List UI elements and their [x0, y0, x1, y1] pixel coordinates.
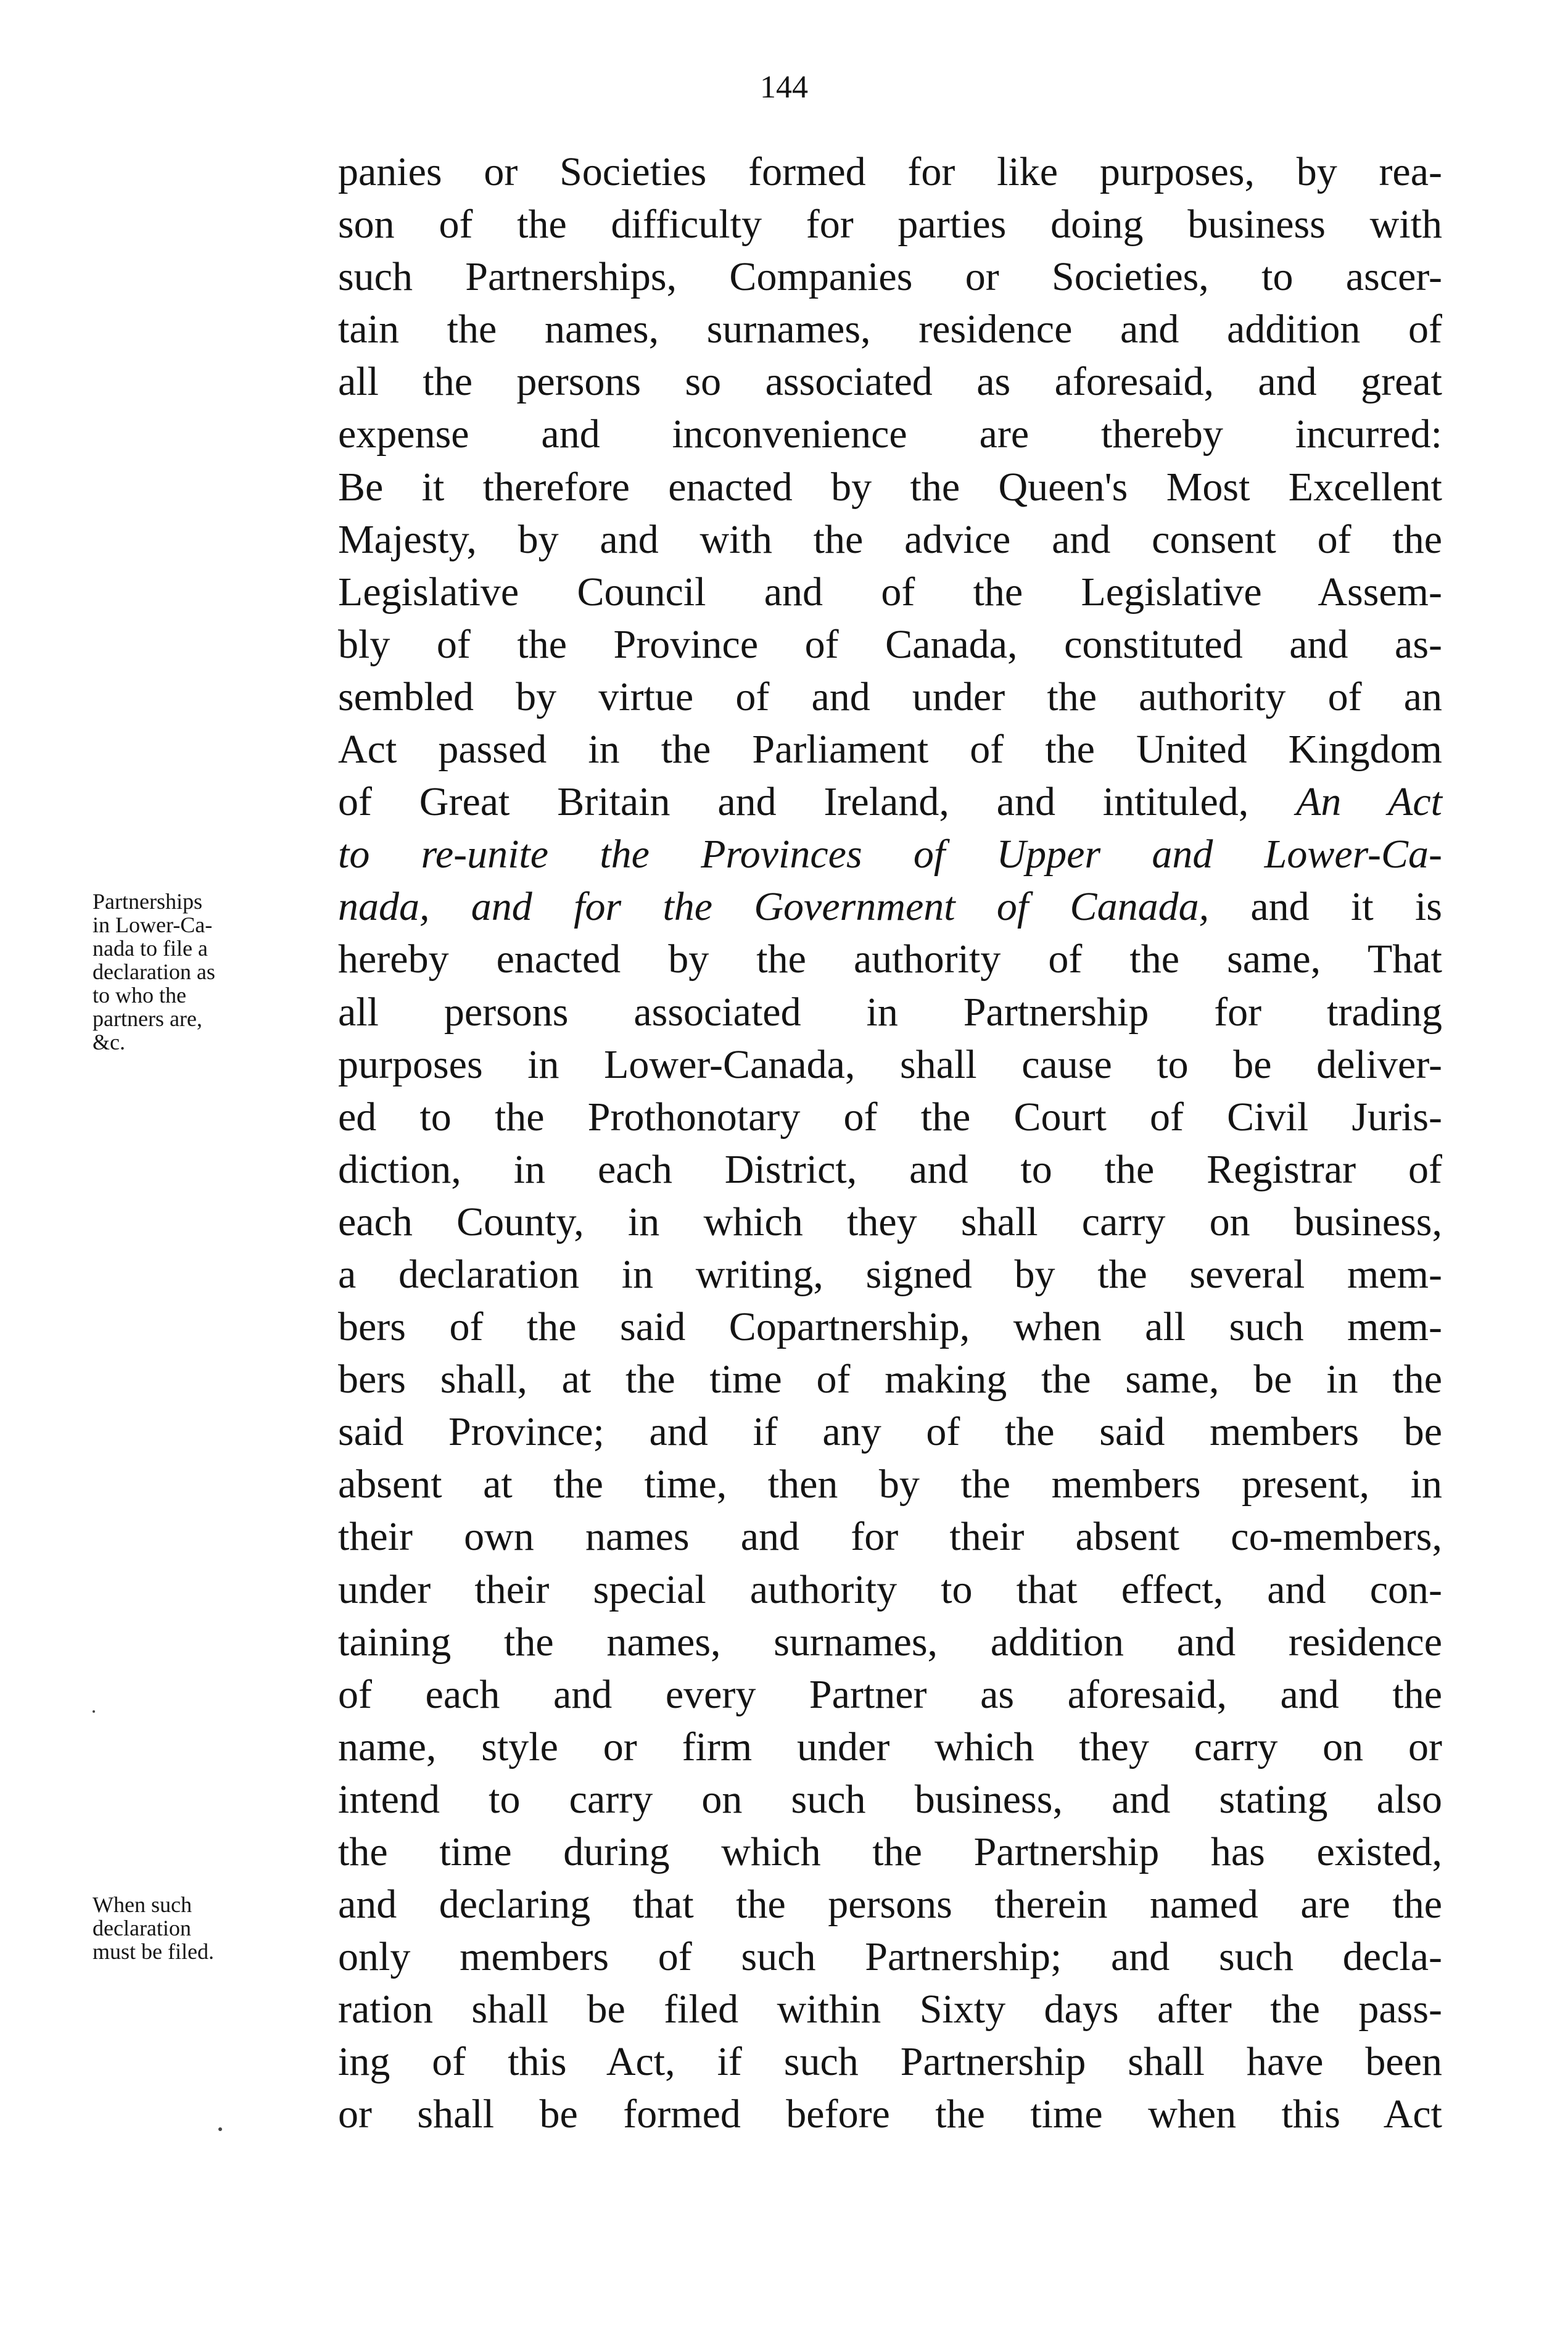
marginal-note-line: When such: [93, 1892, 192, 1917]
marginal-note-line: in Lower-Ca-: [93, 913, 213, 937]
marginal-note-line: nada to file a: [93, 936, 208, 961]
page-number: 144: [760, 70, 808, 105]
text-line: intend to carry on such business, and stating also: [338, 1776, 1442, 1822]
text-line: taining the names, surnames, addition and residence: [338, 1619, 1442, 1665]
text-line-with-italic: [338, 880, 1442, 933]
marginal-note-partnerships: [93, 890, 315, 1054]
marginal-note-line: must be filed.: [93, 1939, 214, 1964]
text-line: diction, in each District, and to the Registrar of: [338, 1146, 1442, 1192]
text-line: Be it therefore enacted by the Queen's Most Excellent: [338, 464, 1442, 510]
marginal-note-line: Partnerships: [93, 889, 202, 914]
italic-title: nada, and for the Government of Canada,: [338, 884, 1210, 930]
print-speck: [218, 2127, 222, 2131]
text-line: ration shall be filed within Sixty days after the pass-: [338, 1987, 1442, 2032]
text-line: expense and inconvenience are thereby incurred:: [338, 412, 1442, 457]
text-line: bers of the said Copartnership, when all such mem-: [338, 1304, 1442, 1350]
text-line-with-italic: [338, 776, 1442, 828]
marginal-note-line: declaration as: [93, 959, 215, 984]
text-line: such Partnerships, Companies or Societies, to ascer-: [338, 254, 1442, 300]
text-line: said Province; and if any of the said members be: [338, 1409, 1442, 1455]
text-line: purposes in Lower-Canada, shall cause to be deliver-: [338, 1041, 1442, 1087]
text-line: son of the difficulty for parties doing business with: [338, 202, 1442, 247]
text-line: absent at the time, then by the members present, in: [338, 1462, 1442, 1507]
italic-title: An Act: [1296, 779, 1442, 825]
body-text: [338, 146, 1442, 2141]
text-line: ed to the Prothonotary of the Court of Civil Juris-: [338, 1094, 1442, 1140]
text-line: or shall be formed before the time when this Act: [338, 2092, 1442, 2137]
text-line: only members of such Partnership; and such decla-: [338, 1934, 1442, 1980]
text-line: all persons associated in Partnership for trading: [338, 989, 1442, 1035]
text-line: all the persons so associated as aforesaid, and great: [338, 359, 1442, 405]
text-line: a declaration in writing, signed by the several mem-: [338, 1251, 1442, 1297]
text-line: bly of the Province of Canada, constituted and as-: [338, 621, 1442, 667]
text-line: the time during which the Partnership has existed,: [338, 1829, 1442, 1874]
text-line: each County, in which they shall carry on business,: [338, 1199, 1442, 1244]
text-line: of each and every Partner as aforesaid, and the: [338, 1671, 1442, 1717]
text-line: sembled by virtue of and under the authority of an: [338, 674, 1442, 719]
text-line: their own names and for their absent co-members,: [338, 1514, 1442, 1560]
text-line: tain the names, surnames, residence and addition of: [338, 307, 1442, 352]
marginal-note-line: declaration: [93, 1916, 191, 1940]
text-line: Legislative Council and of the Legislative Assem-: [338, 569, 1442, 615]
text-line: under their special authority to that effect, and con-: [338, 1567, 1442, 1612]
text-line-italic: [338, 828, 1442, 880]
text-line: hereby enacted by the authority of the same, That: [338, 937, 1442, 982]
italic-title: to re-unite the Provinces of Upper and Lower-Ca-: [338, 832, 1442, 877]
text-segment: of Great Britain and Ireland, and intituled,: [338, 779, 1249, 825]
text-line: ing of this Act, if such Partnership shall have been: [338, 2039, 1442, 2085]
marginal-note-line: to who the: [93, 983, 186, 1008]
text-line: name, style or firm under which they carry on or: [338, 1724, 1442, 1770]
text-line: panies or Societies formed for like purposes, by rea-: [338, 149, 1442, 194]
text-segment: and it is: [1250, 884, 1442, 930]
text-line: Act passed in the Parliament of the United Kingdom: [338, 727, 1442, 772]
marginal-note-line: partners are,: [93, 1006, 202, 1031]
text-line: and declaring that the persons therein named are the: [338, 1882, 1442, 1927]
text-line: bers shall, at the time of making the same, be in the: [338, 1357, 1442, 1402]
text-line: Majesty, by and with the advice and consent of the: [338, 516, 1442, 562]
marginal-note-line: &c.: [93, 1030, 125, 1054]
print-speck: [93, 1710, 95, 1713]
marginal-note-filing: [93, 1893, 315, 1963]
